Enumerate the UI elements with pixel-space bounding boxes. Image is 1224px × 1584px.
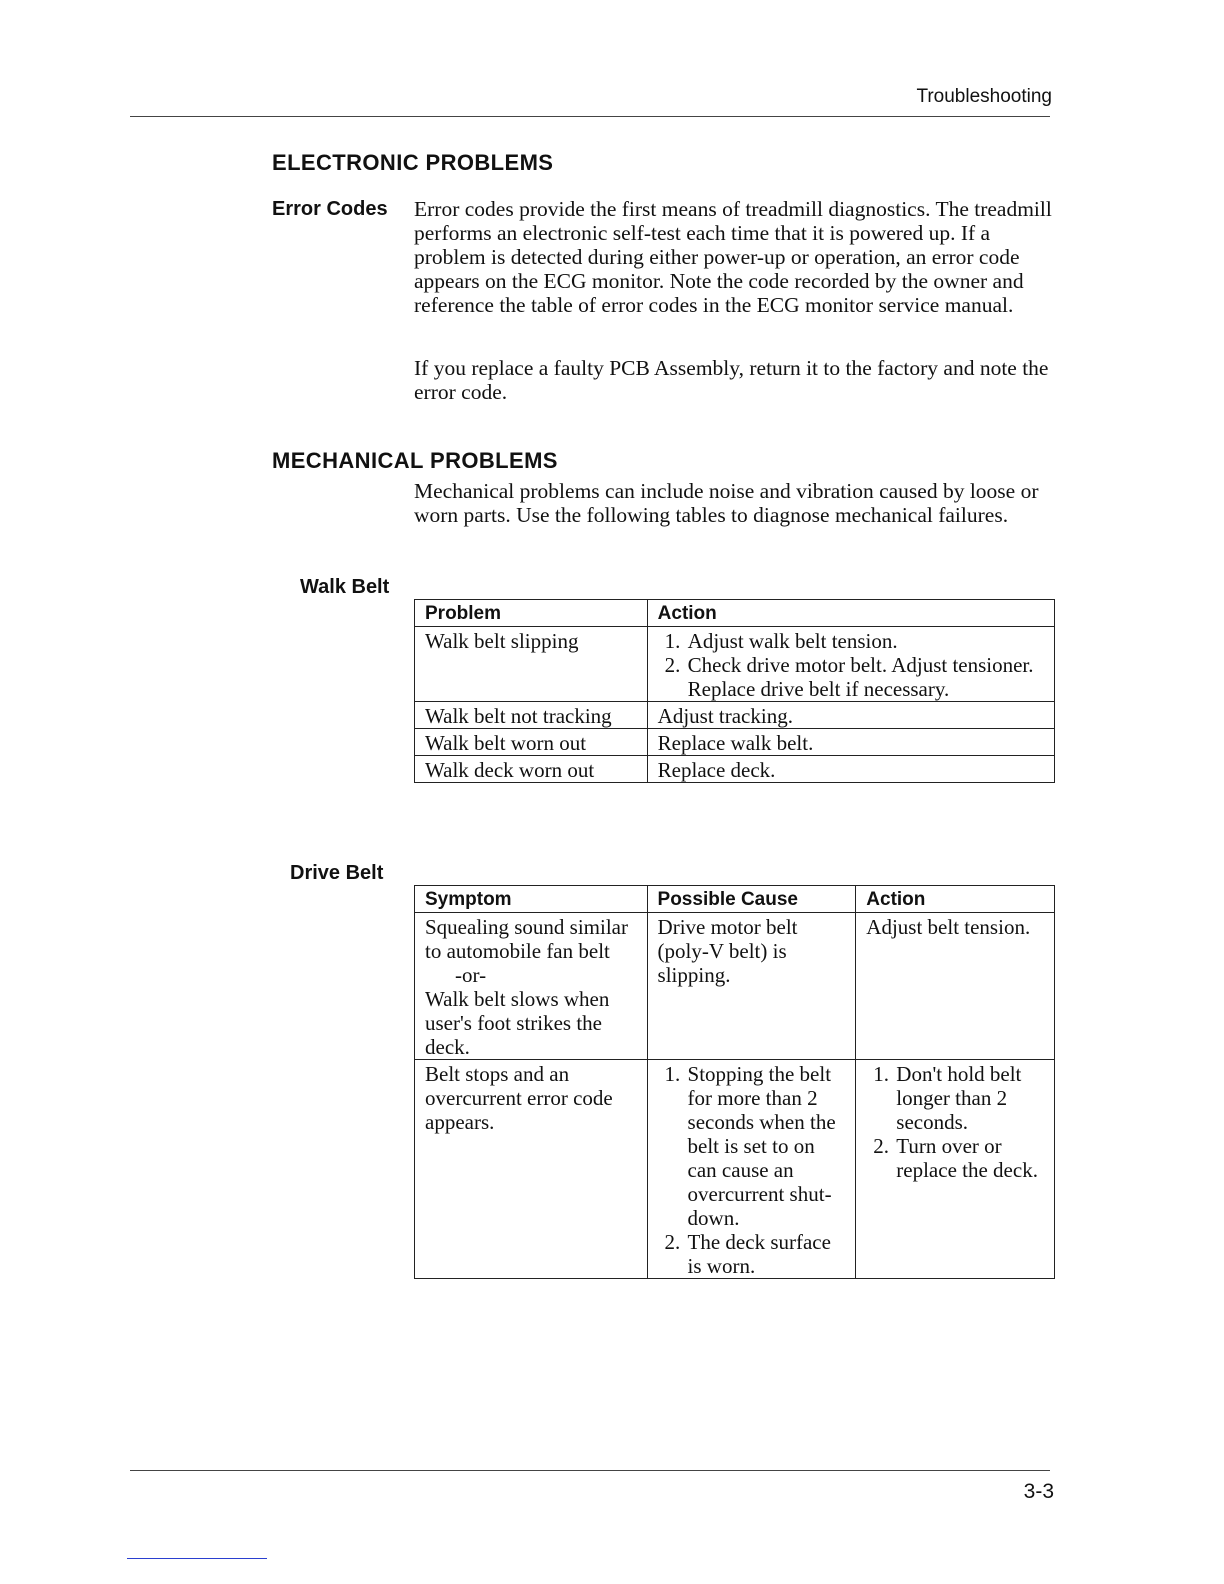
action-cell: Replace walk belt. <box>647 729 1054 756</box>
problem-cell: Walk belt worn out <box>415 729 648 756</box>
replace-pcb-paragraph: If you replace a faulty PCB Assembly, return it to the factory and note the error code. <box>414 356 1049 404</box>
action-step: 1. Adjust walk belt tension. <box>686 629 1044 653</box>
cause-cell: Drive motor belt (poly-V belt) is slipping. <box>647 913 856 1060</box>
column-header-symptom: Symptom <box>415 886 648 913</box>
column-header-problem: Problem <box>415 600 648 627</box>
action-step: 2. Check drive motor belt. Adjust tensioner. Replace drive belt if necessary. <box>686 653 1044 701</box>
table-row <box>415 913 1055 1060</box>
action-cell: Adjust belt tension. <box>856 913 1055 1060</box>
action-cell <box>647 627 1054 702</box>
walk-belt-table <box>414 599 1055 783</box>
column-header-action: Action <box>856 886 1055 913</box>
column-header-possible-cause: Possible Cause <box>647 886 856 913</box>
cause-cell <box>647 1060 856 1279</box>
error-codes-label: Error Codes <box>272 198 388 220</box>
drive-belt-label: Drive Belt <box>290 862 384 884</box>
mechanical-problems-heading: MECHANICAL PROBLEMS <box>272 448 558 473</box>
table-row <box>415 702 1055 729</box>
problem-cell: Walk belt not tracking <box>415 702 648 729</box>
action-step: 1. Don't hold belt longer than 2 seconds. <box>894 1062 1044 1134</box>
action-cell: Adjust tracking. <box>647 702 1054 729</box>
or-separator: -or- <box>455 963 487 987</box>
running-header: Troubleshooting <box>916 86 1052 107</box>
action-cell: Replace deck. <box>647 756 1054 783</box>
column-header-action: Action <box>647 600 1054 627</box>
symptom-cell <box>415 913 648 1060</box>
table-header-row <box>415 600 1055 627</box>
table-row <box>415 1060 1055 1279</box>
problem-cell: Walk deck worn out <box>415 756 648 783</box>
walk-belt-label: Walk Belt <box>300 576 390 598</box>
blue-underline <box>127 1558 267 1559</box>
cause-item: 2. The deck surface is worn. <box>686 1230 846 1278</box>
table-header-row <box>415 886 1055 913</box>
symptom-cell: Belt stops and an overcurrent error code appears. <box>415 1060 648 1279</box>
electronic-problems-heading: ELECTRONIC PROBLEMS <box>272 150 554 175</box>
error-codes-paragraph: Error codes provide the first means of treadmill diagnostics. The treadmill performs an electronic self-test each time that it is powered up. If a problem is detected during either power-up or operation, an error code appears on the ECG monitor. Note the code recorded by the owner and reference the table of error codes in the ECG monitor service manual. <box>414 197 1052 317</box>
table-row <box>415 729 1055 756</box>
footer-rule <box>130 1470 1050 1471</box>
symptom-text: Squealing sound similar to automobile fan belt <box>425 915 628 963</box>
action-step: 2. Turn over or replace the deck. <box>894 1134 1044 1182</box>
table-row <box>415 627 1055 702</box>
action-cell <box>856 1060 1055 1279</box>
symptom-text: Walk belt slows when user's foot strikes the deck. <box>425 987 610 1059</box>
cause-item: 1. Stopping the belt for more than 2 seconds when the belt is set to on can cause an overcurrent shut-down. <box>686 1062 846 1230</box>
drive-belt-table <box>414 885 1055 1279</box>
problem-cell: Walk belt slipping <box>415 627 648 702</box>
table-row <box>415 756 1055 783</box>
mechanical-intro-paragraph: Mechanical problems can include noise and vibration caused by loose or worn parts. Use the following tables to diagnose mechanical failures. <box>414 479 1039 527</box>
header-rule <box>130 116 1050 117</box>
page-number: 3-3 <box>1023 1480 1054 1503</box>
